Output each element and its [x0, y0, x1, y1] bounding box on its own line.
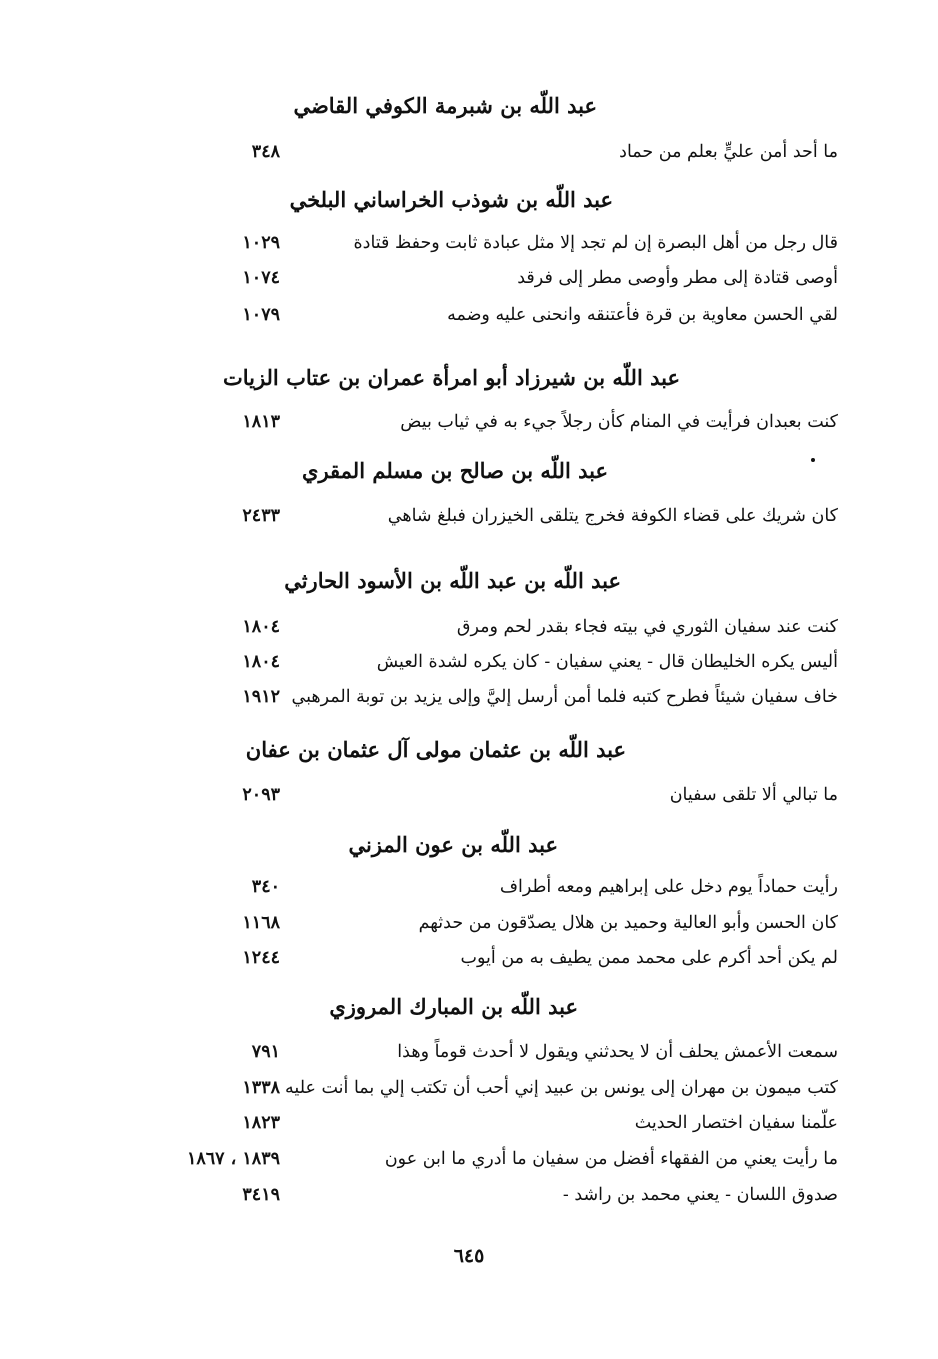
index-entry [0, 647, 938, 677]
entry-reference-number: ١٠٢٩ [242, 233, 280, 253]
section-heading: عبد اللّه بن شيرزاد أبو امرأة عمران بن عتاب الزيات [222, 365, 680, 390]
entry-reference-number: ١٨٠٤ [242, 617, 280, 637]
index-entry [0, 780, 938, 810]
section-heading: عبد اللّه بن عبد اللّه بن الأسود الحارثي [284, 568, 621, 593]
page-number: ٦٤٥ [453, 1245, 485, 1267]
section-heading: عبد اللّه بن عون المزني [348, 832, 558, 857]
index-entry [0, 1037, 938, 1067]
index-entry [0, 407, 938, 437]
entry-reference-number: ٣٤١٩ [242, 1185, 280, 1205]
entry-text: كنت عند سفيان الثوري في بيته فجاء بقدر لحم ومرق [456, 617, 838, 637]
index-entry [0, 612, 938, 642]
entry-text: سمعت الأعمش يحلف أن لا يحدثني ويقول لا أحدث قوماً وهذا [397, 1042, 838, 1062]
entry-text: لم يكن أحد أكرم على محمد ممن يطيف به من أيوب [460, 948, 838, 968]
entry-reference-number: ٣٤٠ [251, 877, 280, 897]
entry-reference-number: ٢٠٩٣ [242, 785, 280, 805]
entry-reference-number: ٧٩١ [251, 1042, 280, 1062]
entry-reference-number: ١٩١٢ [242, 687, 280, 707]
entry-reference-number: ١٢٤٤ [242, 948, 280, 968]
entry-text: خاف سفيان شيئاً فطرح كتبه فلما أمن أرسل إليَّ وإلى يزيد بن توبة المرهبي [291, 687, 838, 707]
entry-text: ما تبالي ألا تلقى سفيان [669, 785, 838, 805]
index-entry [0, 1108, 938, 1138]
entry-reference-number: ١٨٢٣ [242, 1113, 280, 1133]
index-entry [0, 1073, 938, 1103]
entry-text: لقي الحسن معاوية بن قرة فأعتنقه وانحنى عليه وضمه [447, 305, 838, 325]
index-entry [0, 300, 938, 330]
entry-text: ما رأيت يعني من الفقهاء أفضل من سفيان ما أدري ما ابن عون [384, 1149, 838, 1169]
entry-text: أليس يكره الخليطان قال - يعني سفيان - كان يكره لشدة العيش [376, 652, 838, 672]
index-entry [0, 263, 938, 293]
entry-text: قال رجل من أهل البصرة إن لم تجد إلا مثل عبادة ثابت وحفظ قتادة [353, 233, 838, 253]
index-entry [0, 1144, 938, 1174]
entry-reference-number: ٢٤٣٣ [242, 506, 280, 526]
entry-text: كان الحسن وأبو العالية وحميد بن هلال يصدّقون من حدثهم [418, 913, 838, 933]
entry-text: رأيت حماداً يوم دخل على إبراهيم ومعه أطراف [499, 877, 838, 897]
entry-reference-number: ١٨٠٤ [242, 652, 280, 672]
entry-reference-number: ١٠٧٤ [242, 268, 280, 288]
section-heading: عبد اللّه بن المبارك المروزي [329, 994, 578, 1019]
entry-reference-number: ٣٤٨ [251, 142, 280, 162]
stray-dot [811, 458, 815, 462]
index-entry [0, 501, 938, 531]
entry-reference-number: ١٣٣٨ [242, 1078, 280, 1098]
index-entry [0, 872, 938, 902]
section-heading: عبد اللّه بن صالح بن مسلم المقري [302, 458, 608, 483]
index-entry [0, 943, 938, 973]
entry-text: كان شريك على قضاء الكوفة فخرج يتلقى الخيزران فبلغ شاهي [387, 506, 838, 526]
entry-text: كتب ميمون بن مهران إلى يونس بن عبيد إني أحب أن تكتب إلي بما أنت عليه [285, 1078, 838, 1098]
entry-reference-number: ١٨٣٩ ، ١٨٦٧ [186, 1149, 280, 1169]
entry-text: صدوق اللسان - يعني محمد بن راشد - [562, 1185, 838, 1205]
index-entry [0, 682, 938, 712]
entry-text: كنت بعبدان فرأيت في المنام كأن رجلاً جيء به في ثياب بيض [400, 412, 838, 432]
index-entry [0, 908, 938, 938]
entry-reference-number: ١٨١٣ [242, 412, 280, 432]
entry-text: ما أحد أمن عليٍّ بعلم من حماد [619, 142, 838, 162]
entry-reference-number: ١١٦٨ [242, 913, 280, 933]
entry-text: علّمنا سفيان اختصار الحديث [634, 1113, 838, 1133]
index-entry [0, 228, 938, 258]
section-heading: عبد اللّه بن شبرمة الكوفي القاضي [293, 93, 597, 118]
index-entry [0, 1180, 938, 1210]
section-heading: عبد اللّه بن عثمان مولى آل عثمان بن عفان [245, 737, 626, 762]
index-entry [0, 137, 938, 167]
section-heading: عبد اللّه بن شوذب الخراساني البلخي [289, 187, 613, 212]
entry-reference-number: ١٠٧٩ [242, 305, 280, 325]
entry-text: أوصى قتادة إلى مطر وأوصى مطر إلى فرقد [517, 268, 838, 288]
